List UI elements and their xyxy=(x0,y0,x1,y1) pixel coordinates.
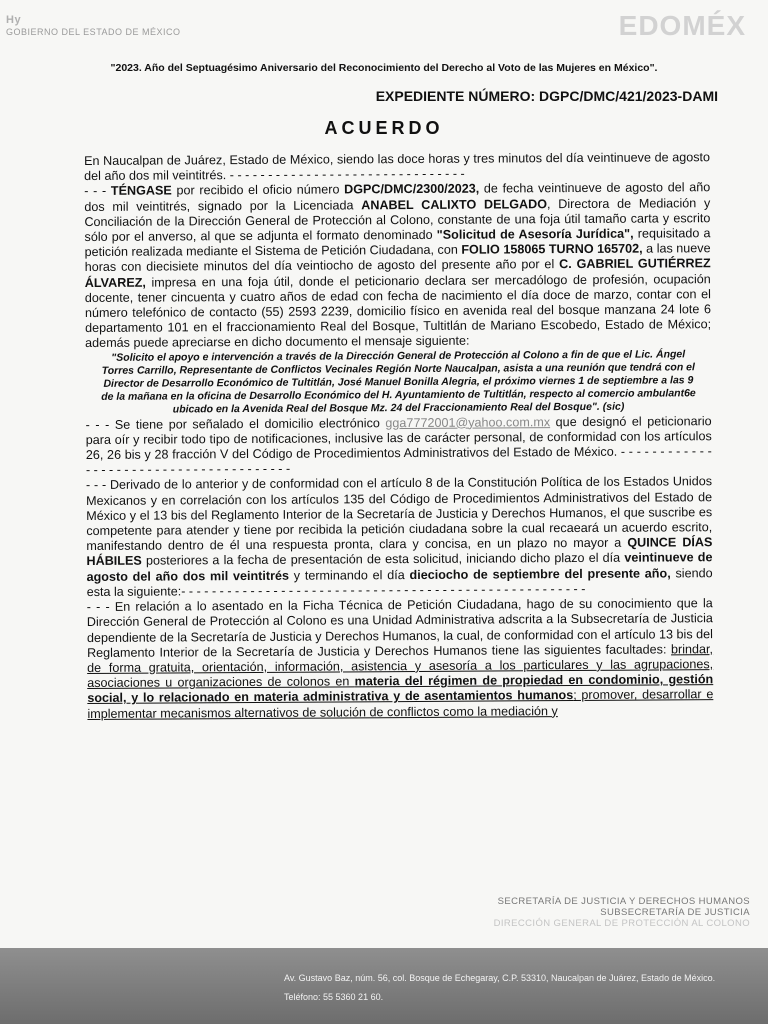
footer-phone: Teléfono: 55 5360 21 60. xyxy=(284,992,384,1002)
expediente-number: EXPEDIENTE NÚMERO: DGPC/DMC/421/2023-DAMI xyxy=(375,88,718,104)
motto: "2023. Año del Septuagésimo Aniversario del Reconocimiento del Derecho al Voto de las Mujeres en México". xyxy=(110,62,658,74)
footer-bar xyxy=(0,948,768,1024)
paragraph-tengase: - - - TÉNGASE por recibido el oficio número DGPC/DMC/2300/2023, de fecha veintinueve de agosto del año dos mil veintitrés, signado por la Licenciada ANABEL CALIXTO DELGADO, Directora de Mediación y Conciliación de la Dirección General de Protección al Colono, constante de una foja útil tamaño carta y escrito sólo por el anverso, al que se adjunta el formato denominado "Solicitud de Asesoría Jurídica", requisitado a petición realizada mediante el Sistema de Petición Ciudadana, con FOLIO 158065 TURNO 165702, a las nueve horas con diecisiete minutos del día veintiocho de agosto del presente año por el C. GABRIEL GUTIÉRREZ ÁLVAREZ, impresa en una foja útil, donde el peticionario declara ser mercadólogo de profesión, ocupación docente, tener cincuenta y cuatro años de edad con fecha de nacimiento el día doce de marzo, contar con el número telefónico de contacto (55) 2593 2239, domicilio físico en avenida real del bosque manzana 24 lote 6 departamento 101 en el fraccionamiento Real del Bosque, Tultitlán de Mariano Escobedo, Estado de México; además puede apreciarse en dicho documento el mensaje siguiente: xyxy=(84,180,712,351)
header-left xyxy=(6,14,181,38)
petition-quote: "Solicito el apoyo e intervención a través de la Dirección General de Protección al Colono a fin de que el Lic. Ángel Torres Carrillo, Representante de Conflictos Vecinales Región Norte Naucalpan, asista a una reunión que tendrá con el Director de Desarrollo Económico de Tultitlán, José Manuel Bonilla Alegria, el próximo viernes 1 de septiembre a las 9 de la mañana en la oficina de Desarrollo Económico del H. Ayuntamiento de Tultitlán, respecto al comercio ambulant6e ubicado en la Avenida Real del Bosque Mz. 24 del Fraccionamiento Real del Bosque". (sic) xyxy=(101,347,696,416)
paragraph-faculties: - - - En relación a lo asentado en la Ficha Técnica de Petición Ciudadana, hago de su conocimiento que la Dirección General de Protección al Colono es una Unidad Administrativa adscrita a la Subsecretaría de Justicia dependiente de la Secretaría de Justicia y Derechos Humanos, la cual, de conformidad con el artículo 13 bis del Reglamento Interior de la Secretaría de Justicia y Derechos Humanos tiene las siguientes facultades: brindar, de forma gratuita, orientación, información, asistencia y asesoría a los particulares y las agrupaciones, asociaciones u organizaciones de colonos en materia del régimen de propiedad en condominio, gestión social, y lo relacionado en materia administrativa y de asentamientos humanos; promover, desarrollar e implementar mecanismos alternativos de solución de conflictos como la mediación y xyxy=(86,596,714,721)
paragraph-date: En Naucalpan de Juárez, Estado de México, siendo las doce horas y tres minutos del día veintinueve de agosto del año dos mil veintitrés. - - - - - - - - - - - - - - - - - - - - - - - - - - - - - - - xyxy=(84,150,711,184)
edomex-logo: EDOMÉX xyxy=(618,10,746,41)
document-body xyxy=(84,150,713,722)
government-name: GOBIERNO DEL ESTADO DE MÉXICO xyxy=(6,27,181,37)
state-seal-text: Hy xyxy=(6,14,22,26)
paragraph-email: - - - Se tiene por señalado el domicilio electrónico gga7772001@yahoo.com.mx que designó el peticionario para oír y recibir todo tipo de notificaciones, inclusive las de carácter personal, de conformidad con los artículos 26, 26 bis y 28 fracción V del Código de Procedimientos Administrativos del Estado de México. - - - - - - - - - - - - - - - - - - - - - - - - - - - - - - - - - - - - - - - xyxy=(85,413,712,478)
footer-institution xyxy=(494,896,750,929)
secretaria-name: SECRETARÍA DE JUSTICIA Y DERECHOS HUMANOS xyxy=(497,896,750,907)
document-title: ACUERDO xyxy=(324,118,444,138)
email-link[interactable]: gga7772001@yahoo.com.mx xyxy=(385,414,551,430)
paragraph-competence: - - - Derivado de lo anterior y de conformidad con el artículo 8 de la Constitución Política de los Estados Unidos Mexicanos y en correlación con los artículos 135 del Código de Procedimientos Administrativos del Estado de México y el 13 bis del Reglamento Interior de la Secretaría de Justicia y Derechos Humanos, el que suscribe es competente para atender y tiene por recibida la petición ciudadana sobre la cual recaeará un acuerdo escrito, manifestando dentro de él una respuesta pronta, clara y concisa, en un plazo no mayor a QUINCE DÍAS HÁBILES posteriores a la fecha de presentación de esta solicitud, iniciando dicho plazo el día veintinueve de agosto del año dos mil veintitrés y terminando el día dieciocho de septiembre del presente año, siendo esta la siguiente:- - - - - - - - - - - - - - - - - - - - - - - - - - - - - - - - - - - - - - - - - - - - - - - - - - - - - xyxy=(85,474,713,599)
footer-address: Av. Gustavo Baz, núm. 56, col. Bosque de Echegaray, C.P. 53310, Naucalpan de Juárez, Estado de México. xyxy=(284,973,716,983)
subsecretaria-name: SUBSECRETARÍA DE JUSTICIA xyxy=(600,907,750,918)
direccion-name: DIRECCIÓN GENERAL DE PROTECCIÓN AL COLONO xyxy=(493,918,750,929)
